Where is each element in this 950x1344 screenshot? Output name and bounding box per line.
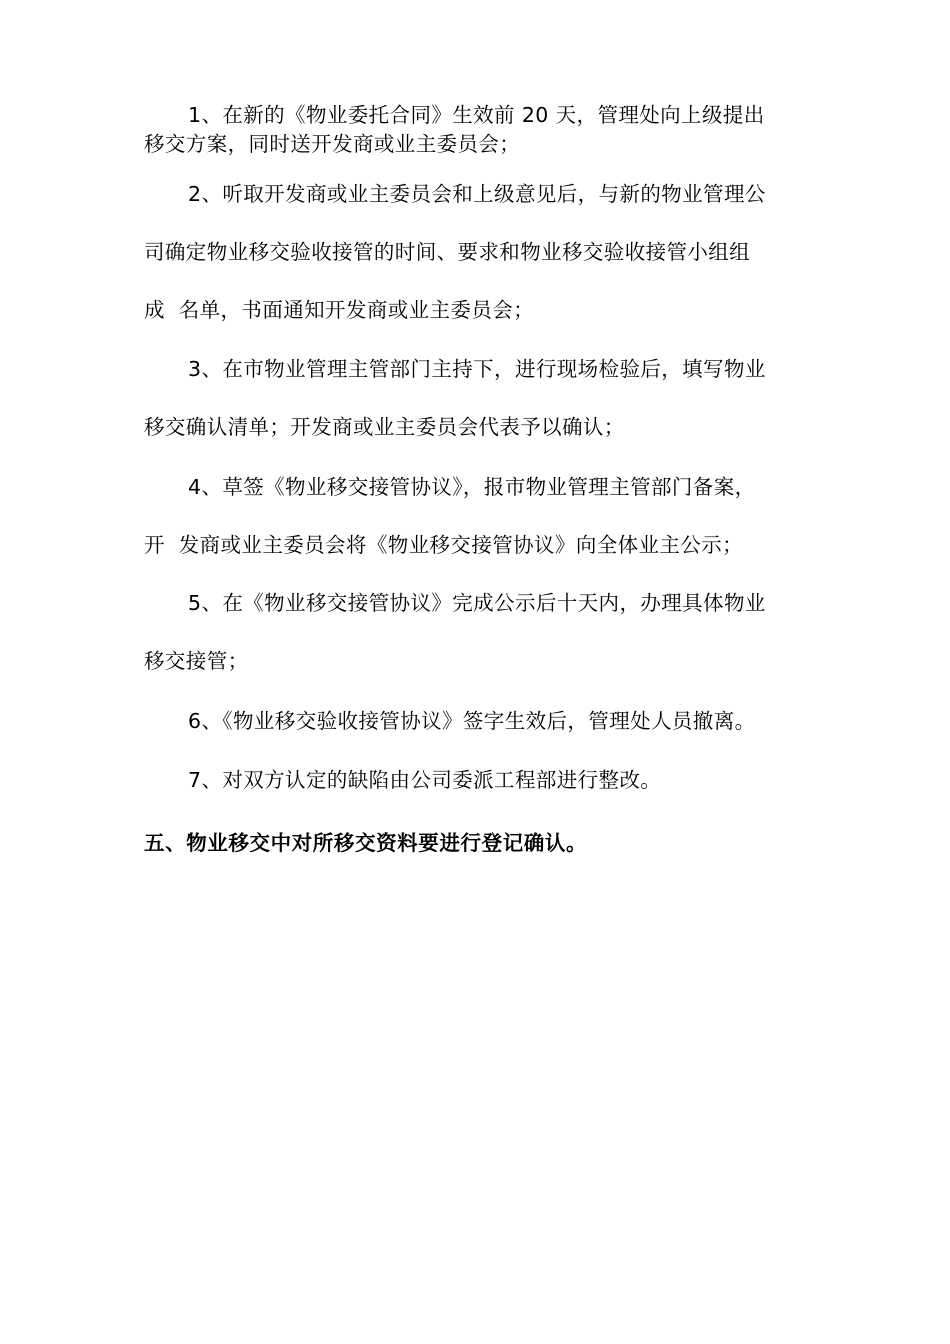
item-4-line-1: 4、草签《物业移交接管协议》，报市物业管理主管部门备案， bbox=[188, 475, 756, 499]
item-3-line-1: 3、在市物业管理主管部门主持下，进行现场检验后，填写物业 bbox=[188, 357, 766, 381]
section-heading: 五、物业移交中对所移交资料要进行登记确认。 bbox=[144, 831, 588, 855]
item-1-line-1: 1、在新的《物业委托合同》生效前 20 天，管理处向上级提出 bbox=[188, 103, 765, 127]
item-5-line-1: 5、在《物业移交接管协议》完成公示后十天内，办理具体物业 bbox=[188, 591, 766, 615]
item-2-line-1: 2、听取开发商或业主委员会和上级意见后，与新的物业管理公 bbox=[188, 182, 766, 206]
item-5-line-2: 移交接管； bbox=[144, 649, 249, 673]
item-2-line-3: 成 名单，书面通知开发商或业主委员会； bbox=[144, 298, 535, 322]
item-2-line-2: 司确定物业移交验收接管的时间、要求和物业移交验收接管小组组 bbox=[144, 240, 751, 264]
item-3-line-2: 移交确认清单；开发商或业主委员会代表予以确认； bbox=[144, 415, 625, 439]
item-7-line: 7、对双方认定的缺陷由公司委派工程部进行整改。 bbox=[188, 768, 662, 792]
item-1-line-2: 移交方案，同时送开发商或业主委员会； bbox=[144, 132, 521, 156]
item-6-line: 6、《物业移交验收接管协议》签字生效后，管理处人员撤离。 bbox=[188, 709, 756, 733]
item-4-line-2: 开 发商或业主委员会将《物业移交接管协议》向全体业主公示； bbox=[144, 533, 744, 557]
